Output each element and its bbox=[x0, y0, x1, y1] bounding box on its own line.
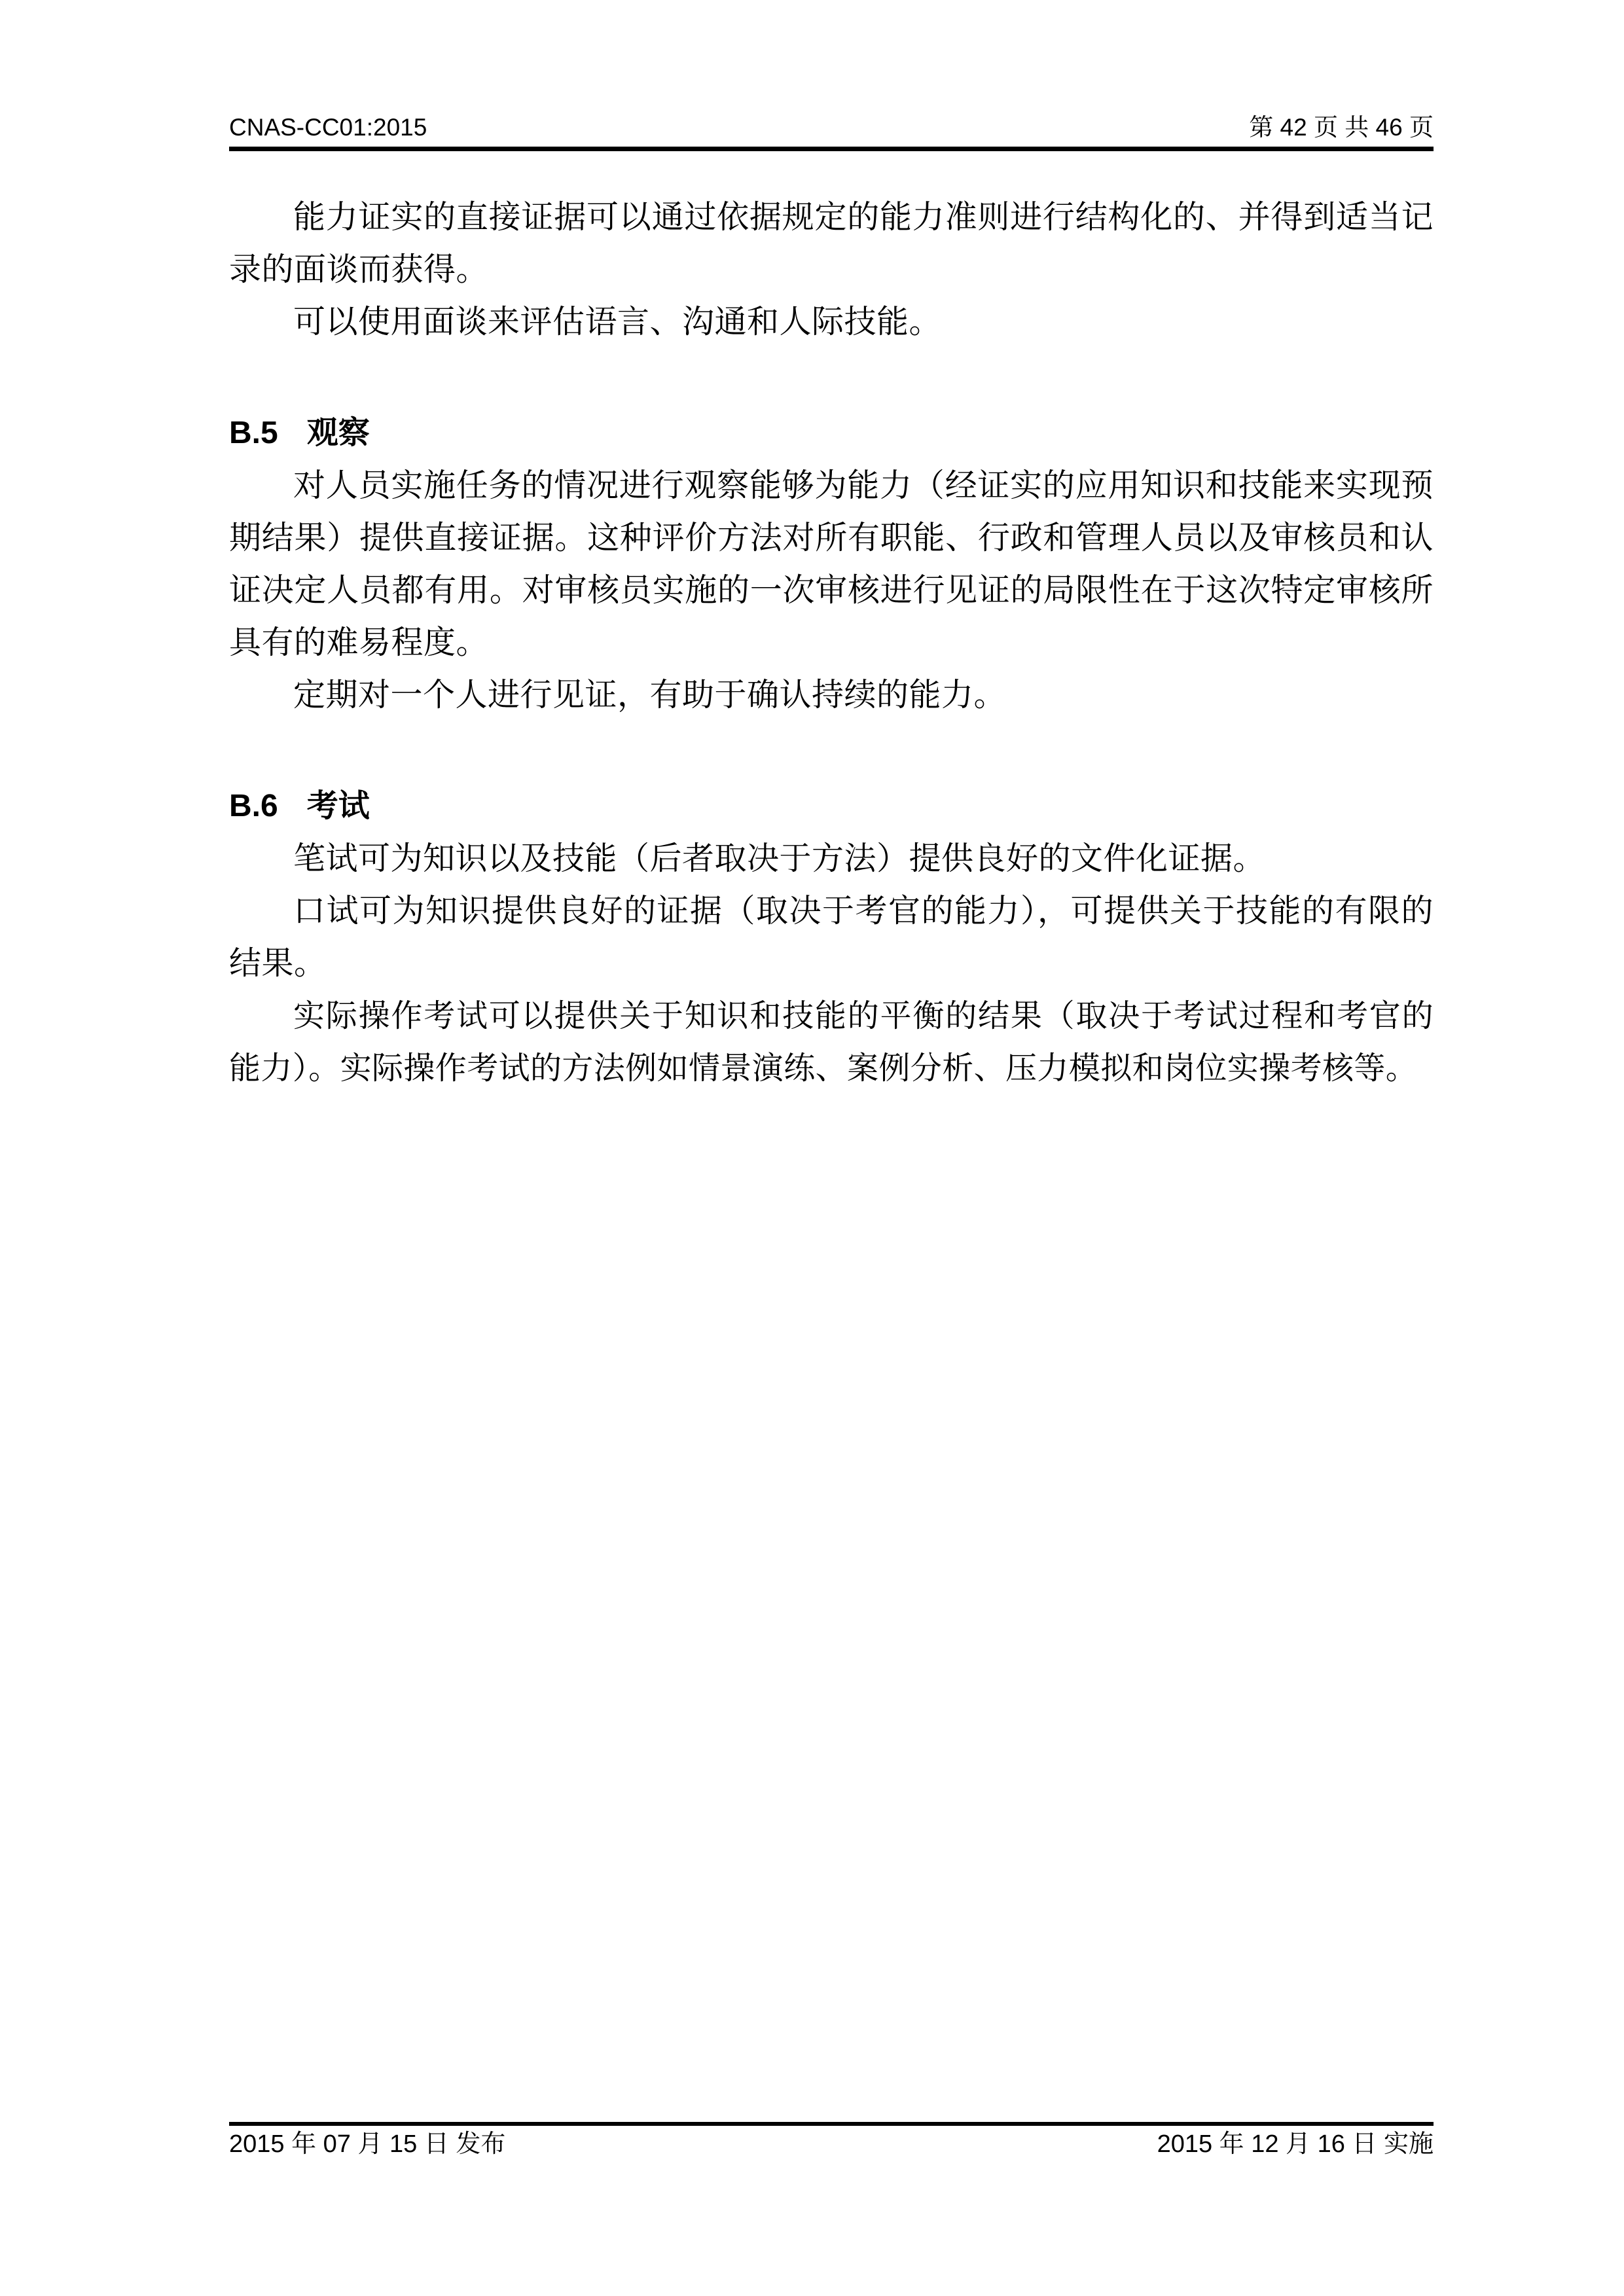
header-doc-code: CNAS-CC01:2015 bbox=[229, 114, 427, 141]
paragraph: 可以使用面谈来评估语言、沟通和人际技能。 bbox=[293, 303, 942, 340]
footer-rule bbox=[229, 2122, 1434, 2126]
paragraph: 口试可为知识提供良好的证据（取决于考官的能力），可提供关于技能的有限的结果。 bbox=[229, 892, 1434, 982]
footer-publish-date: 2015 年 07 月 15 日 发布 bbox=[229, 2130, 506, 2158]
header-page-info: 第 42 页 共 46 页 bbox=[1249, 114, 1434, 141]
document-content bbox=[229, 191, 1434, 1094]
paragraph: 笔试可为知识以及技能（后者取决于方法）提供良好的文件化证据。 bbox=[293, 840, 1266, 877]
paragraph: 能力证实的直接证据可以通过依据规定的能力准则进行结构化的、并得到适当记录的面谈而获得。 bbox=[229, 198, 1434, 288]
header-rule bbox=[229, 147, 1434, 151]
page-header bbox=[229, 113, 1434, 143]
paragraph: 实际操作考试可以提供关于知识和技能的平衡的结果（取决于考试过程和考官的能力）。实际操作考试的方法例如情景演练、案例分析、压力模拟和岗位实操考核等。 bbox=[229, 997, 1434, 1086]
section-number: B.6 bbox=[229, 789, 278, 823]
page-footer bbox=[229, 2128, 1434, 2160]
section-title: 观察 bbox=[306, 416, 370, 450]
section-number: B.5 bbox=[229, 416, 278, 450]
section-heading-b5 bbox=[229, 407, 1434, 459]
footer-implement-date: 2015 年 12 月 16 日 实施 bbox=[1157, 2130, 1434, 2158]
paragraph: 定期对一个人进行见证，有助于确认持续的能力。 bbox=[293, 676, 1007, 713]
paragraph: 对人员实施任务的情况进行观察能够为能力（经证实的应用知识和技能来实现预期结果）提供直接证据。这种评价方法对所有职能、行政和管理人员以及审核员和认证决定人员都有用。对审核员实施的一次审核进行见证的局限性在于这次特定审核所具有的难易程度。 bbox=[229, 467, 1434, 661]
section-title: 考试 bbox=[306, 789, 370, 823]
section-heading-b6 bbox=[229, 780, 1434, 833]
